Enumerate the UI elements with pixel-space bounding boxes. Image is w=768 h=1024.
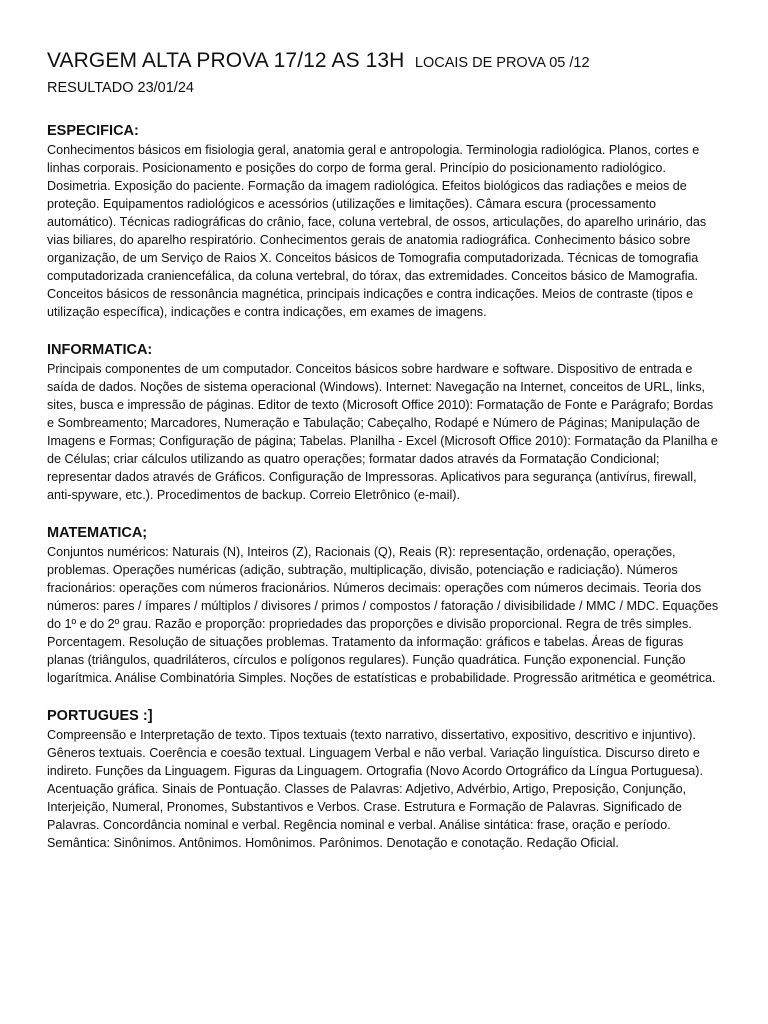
section-portugues — [47, 707, 723, 852]
document-page — [47, 48, 723, 852]
section-body: Conjuntos numéricos: Naturais (N), Inteiros (Z), Racionais (Q), Reais (R): representação, ordenação, operações, problemas. Operações numéricas (adição, subtração, multiplicação, divisão, potenciação e radiciação). Números fracionários: operações com números fracionários. Números decimais: operações com números decimais. Teoria dos números: pares / ímpares / múltiplos / divisores / primos / compostos / fatoração / divisibilidade / MMC / MDC. Equações do 1º e do 2º grau. Razão e proporção: propriedades das proporções e divisão proporcional. Regra de três simples. Porcentagem. Resolução de situações problemas. Tratamento da informação: gráficos e tabelas. Áreas de figuras planas (triângulos, quadriláteros, círculos e polígonos regulares). Função quadrática. Função exponencial. Função logarítmica. Análise Combinatória Simples. Noções de estatísticas e probabilidade. Progressão aritmética e geométrica. — [47, 545, 719, 685]
section-matematica — [47, 524, 723, 687]
section-especifica — [47, 122, 723, 321]
section-informatica — [47, 341, 723, 504]
section-body: Conhecimentos básicos em fisiologia geral, anatomia geral e antropologia. Terminologia radiológica. Planos, cortes e linhas corporais. Posicionamento e posições do corpo de forma geral. Princípio do posicionamento radiológico. Dosimetria. Exposição do paciente. Formação da imagem radiológica. Efeitos biológicos das radiações e meios de proteção. Equipamentos radiológicos e acessórios (utilizações e limitações). Câmara escura (processamento automático). Técnicas radiográficas do crânio, face, coluna vertebral, de ossos, articulações, do aparelho urinário, das vias biliares, do aparelho respiratório. Conhecimentos gerais de anatomia radiográfica. Conhecimento básico sobre organização, de um Serviço de Raios X. Conceitos básicos de Tomografia computadorizada. Técnicas de tomografia computadorizada craniencefálica, da coluna vertebral, do tórax, das extremidades. Conceitos básico de Mamografia. Conceitos básicos de ressonância magnética, principais indicações e contra indicações. Meios de contraste (tipos e utilização específica), indicações e contra indicações, em exames de imagens. — [47, 143, 707, 319]
section-body: Compreensão e Interpretação de texto. Tipos textuais (texto narrativo, dissertativo, expositivo, descritivo e injuntivo). Gêneros textuais. Coerência e coesão textual. Linguagem Verbal e não verbal. Variação linguística. Discurso direto e indireto. Funções da Linguagem. Figuras da Linguagem. Ortografia (Novo Acordo Ortográfico da Língua Portuguesa). Acentuação gráfica. Sinais de Pontuação. Classes de Palavras: Adjetivo, Advérbio, Artigo, Preposição, Conjunção, Interjeição, Numeral, Pronomes, Substantivos e Verbos. Crase. Estrutura e Formação de Palavras. Significado de Palavras. Concordância nominal e verbal. Regência nominal e verbal. Análise sintática: frase, oração e período. Semântica: Sinônimos. Antônimos. Homônimos. Parônimos. Denotação e conotação. Redação Oficial. — [47, 728, 703, 850]
section-heading: INFORMATICA: — [47, 342, 153, 358]
exam-locations-date: LOCAIS DE PROVA 05 /12 — [414, 55, 590, 71]
section-heading: MATEMATICA; — [47, 525, 148, 541]
section-body: Principais componentes de um computador. Conceitos básicos sobre hardware e software. Dispositivo de entrada e saída de dados. Noções de sistema operacional (Windows). Internet: Navegação na Internet, conceitos de URL, links, sites, busca e impressão de páginas. Editor de texto (Microsoft Office 2010): Formatação de Fonte e Parágrafo; Bordas e Sombreamento; Marcadores, Numeração e Tabulação; Cabeçalho, Rodapé e Número de Páginas; Manipulação de Imagens e Formas; Configuração de página; Tabelas. Planilha - Excel (Microsoft Office 2010): Formatação da Planilha e de Células; criar cálculos utilizando as quatro operações; formatar dados através da Formatação Condicional; representar dados através de Gráficos. Configuração de Impressoras. Aplicativos para segurança (antivírus, firewall, anti-spyware, etc.). Procedimentos de backup. Correio Eletrônico (e-mail). — [47, 362, 718, 502]
section-heading: PORTUGUES :] — [47, 708, 153, 724]
page-title: VARGEM ALTA PROVA 17/12 AS 13H — [47, 49, 405, 72]
result-date: RESULTADO 23/01/24 — [47, 80, 194, 96]
document-header — [47, 48, 723, 76]
section-heading: ESPECIFICA: — [47, 123, 139, 139]
